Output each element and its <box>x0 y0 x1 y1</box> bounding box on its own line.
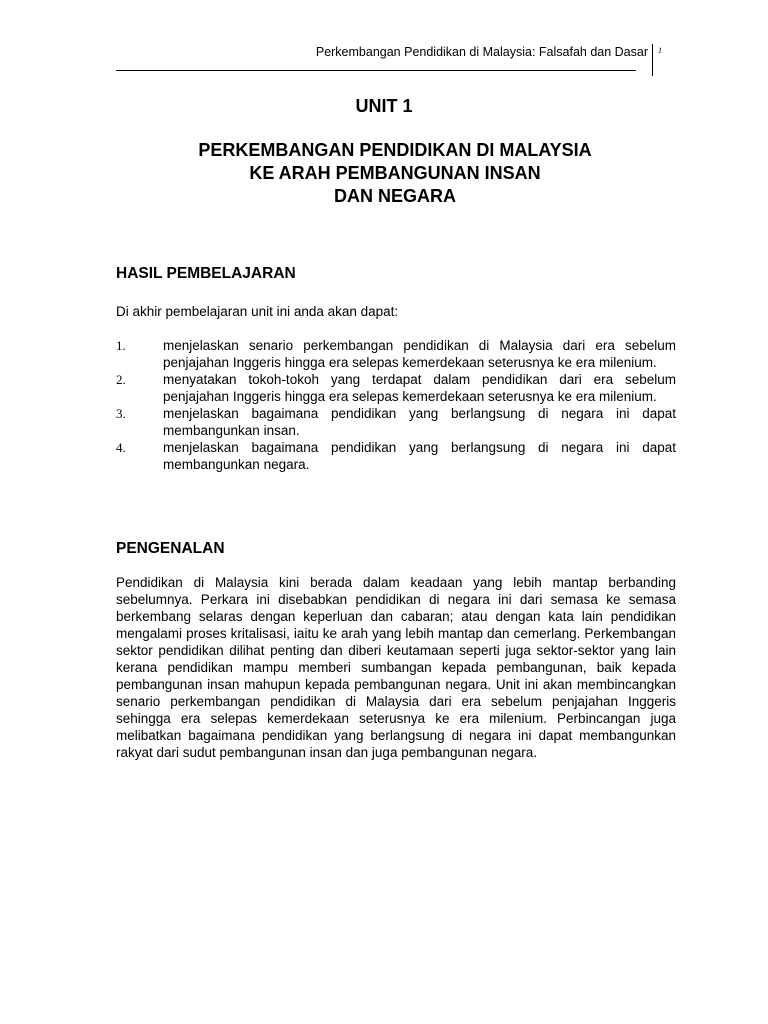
list-item-text: menjelaskan senario perkembangan pendidikan di Malaysia dari era sebelum penjajahan Inggeris hingga era selepas kemerdekaan seterusnya ke era milenium. <box>163 338 676 370</box>
main-title-line: DAN NEGARA <box>333 186 456 206</box>
list-item-text: menjelaskan bagaimana pendidikan yang berlangsung di negara ini dapat membangunkan negara. <box>163 440 676 472</box>
main-title <box>0 139 768 208</box>
list-item <box>116 371 676 405</box>
list-item-number: 2. <box>116 372 126 387</box>
learning-outcomes-intro: Di akhir pembelajaran unit ini anda akan dapat: <box>116 304 399 319</box>
page-number: 1 <box>658 46 662 55</box>
unit-title: UNIT 1 <box>355 96 413 116</box>
main-title-line: PERKEMBANGAN PENDIDIKAN DI MALAYSIA <box>198 140 592 160</box>
introduction-paragraph: Pendidikan di Malaysia kini berada dalam keadaan yang lebih mantap berbanding sebelumnya. Perkara ini disebabkan pendidikan di negara ini dari semasa ke semasa berkembang selaras dengan keperluan dan cabaran; atau dengan kata lain pendidikan mengalami proses kritalisasi, iaitu ke arah yang lebih mantap dan cemerlang. Perkembangan sektor pendidikan dilihat penting dan diberi keutamaan seperti juga sektor-sektor yang lain kerana pendidikan mampu memberi sumbangan kepada pembangunan, baik kepada pembangunan insan mahupun kepada pembangunan negara. Unit ini akan membincangkan senario perkembangan pendidikan di Malaysia dari era sebelum penjajahan Inggeris sehingga era selepas kemerdekaan seterusnya ke era milenium. Perbincangan juga melibatkan bagaimana pendidikan yang berlangsung di negara ini dapat membangunkan rakyat dari sudut pembangunan insan dan juga pembangunan negara. <box>116 575 676 760</box>
header-rule <box>116 70 636 71</box>
main-title-line: KE ARAH PEMBANGUNAN INSAN <box>249 163 541 183</box>
list-item-number: 3. <box>116 406 126 421</box>
header-vertical-bar <box>652 44 653 76</box>
list-item <box>116 337 676 371</box>
list-item <box>116 405 676 439</box>
introduction-heading: PENGENALAN <box>116 540 225 557</box>
list-item <box>116 439 676 473</box>
learning-outcomes-heading: HASIL PEMBELAJARAN <box>116 265 296 282</box>
list-item-text: menyatakan tokoh-tokoh yang terdapat dalam pendidikan dari era sebelum penjajahan Inggeris hingga era selepas kemerdekaan seterusnya ke era milenium. <box>163 372 676 404</box>
list-item-number: 1. <box>116 338 126 353</box>
learning-outcomes-list <box>116 337 676 473</box>
list-item-text: menjelaskan bagaimana pendidikan yang berlangsung di negara ini dapat membangunkan insan. <box>163 406 676 438</box>
header-rule-accent <box>116 70 156 71</box>
running-header: Perkembangan Pendidikan di Malaysia: Falsafah dan Dasar <box>315 45 648 59</box>
list-item-number: 4. <box>116 440 126 455</box>
